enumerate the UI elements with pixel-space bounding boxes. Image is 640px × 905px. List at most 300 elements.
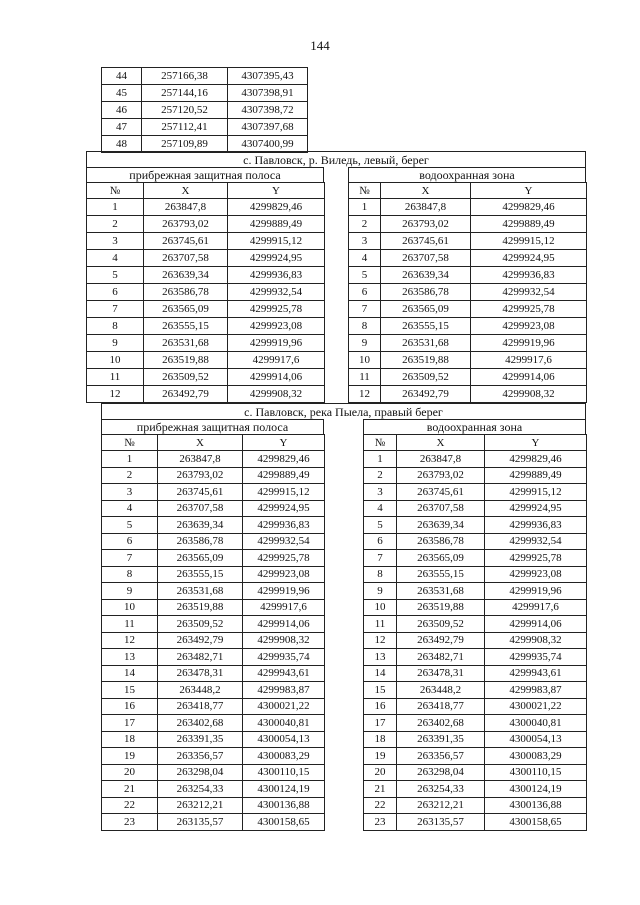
y-cell: 4299936,83	[485, 517, 587, 534]
num-cell: 48	[102, 136, 142, 153]
y-cell: 4299925,78	[485, 550, 587, 567]
y-cell: 4299932,54	[243, 533, 325, 550]
num-cell: 21	[364, 781, 397, 798]
num-cell: 1	[87, 199, 144, 216]
x-cell: 263586,78	[144, 284, 228, 301]
x-cell: 257166,38	[142, 68, 228, 85]
num-cell: 3	[349, 233, 381, 250]
table-row	[102, 599, 325, 616]
column-header: №	[102, 435, 158, 451]
x-cell: 257109,89	[142, 136, 228, 153]
num-cell: 18	[102, 731, 158, 748]
x-cell: 263745,61	[158, 484, 243, 501]
table-row	[349, 369, 587, 386]
num-cell: 6	[102, 533, 158, 550]
table-row	[87, 284, 325, 301]
x-cell: 263531,68	[397, 583, 485, 600]
num-cell: 2	[87, 216, 144, 233]
num-cell: 5	[349, 267, 381, 284]
y-cell: 4299932,54	[228, 284, 325, 301]
x-cell: 263492,79	[158, 632, 243, 649]
num-cell: 9	[364, 583, 397, 600]
y-cell: 4307400,99	[228, 136, 308, 153]
num-cell: 20	[364, 764, 397, 781]
y-cell: 4300136,88	[485, 797, 587, 814]
num-cell: 12	[102, 632, 158, 649]
x-cell: 263555,15	[397, 566, 485, 583]
y-cell: 4299889,49	[243, 467, 325, 484]
x-cell: 263707,58	[381, 250, 471, 267]
x-cell: 263745,61	[397, 484, 485, 501]
coastal-protective-strip	[86, 167, 324, 403]
num-cell: 1	[364, 451, 397, 468]
table-row	[364, 467, 587, 484]
y-cell: 4299829,46	[243, 451, 325, 468]
num-cell: 19	[364, 748, 397, 765]
num-cell: 19	[102, 748, 158, 765]
table-row	[364, 583, 587, 600]
section-pyela-right-bank	[101, 403, 586, 831]
num-cell: 4	[102, 500, 158, 517]
y-cell: 4299919,96	[471, 335, 587, 352]
y-cell: 4299908,32	[243, 632, 325, 649]
table-row	[102, 682, 325, 699]
num-cell: 3	[364, 484, 397, 501]
y-cell: 4299914,06	[471, 369, 587, 386]
table-row	[364, 649, 587, 666]
x-cell: 263492,79	[397, 632, 485, 649]
x-cell: 263555,15	[381, 318, 471, 335]
x-cell: 263745,61	[144, 233, 228, 250]
x-cell: 263519,88	[397, 599, 485, 616]
table-row	[102, 68, 308, 85]
x-cell: 263212,21	[397, 797, 485, 814]
y-cell: 4299924,95	[243, 500, 325, 517]
coordinates-table	[86, 182, 325, 403]
x-cell: 263509,52	[158, 616, 243, 633]
x-cell: 263555,15	[158, 566, 243, 583]
coordinates-table	[363, 434, 587, 831]
x-cell: 263509,52	[144, 369, 228, 386]
x-cell: 263509,52	[381, 369, 471, 386]
table-row	[87, 335, 325, 352]
num-cell: 5	[87, 267, 144, 284]
num-cell: 15	[364, 682, 397, 699]
table-row	[364, 682, 587, 699]
x-cell: 263565,09	[144, 301, 228, 318]
x-cell: 263639,34	[397, 517, 485, 534]
y-cell: 4299915,12	[471, 233, 587, 250]
y-cell: 4300124,19	[243, 781, 325, 798]
table-row	[364, 797, 587, 814]
table-row	[102, 731, 325, 748]
num-cell: 2	[364, 467, 397, 484]
continuation-table	[101, 67, 308, 153]
num-cell: 17	[102, 715, 158, 732]
x-cell: 263531,68	[381, 335, 471, 352]
num-cell: 11	[102, 616, 158, 633]
table-row	[364, 715, 587, 732]
section-title: с. Павловск, р. Виледь, левый, берег	[86, 151, 586, 167]
x-cell: 263418,77	[158, 698, 243, 715]
num-cell: 22	[102, 797, 158, 814]
num-cell: 6	[87, 284, 144, 301]
y-cell: 4300083,29	[243, 748, 325, 765]
section-viled-left-bank	[86, 151, 586, 403]
x-cell: 263298,04	[397, 764, 485, 781]
table-row	[349, 352, 587, 369]
table-row	[349, 386, 587, 403]
table-row	[102, 616, 325, 633]
y-cell: 4299923,08	[485, 566, 587, 583]
num-cell: 11	[87, 369, 144, 386]
x-cell: 263356,57	[158, 748, 243, 765]
num-cell: 4	[349, 250, 381, 267]
table-row	[87, 301, 325, 318]
y-cell: 4299829,46	[485, 451, 587, 468]
num-cell: 15	[102, 682, 158, 699]
table-row	[364, 814, 587, 831]
y-cell: 4299925,78	[471, 301, 587, 318]
table-row	[87, 352, 325, 369]
table-row	[364, 566, 587, 583]
x-cell: 263847,8	[144, 199, 228, 216]
y-cell: 4299829,46	[471, 199, 587, 216]
table-row	[102, 85, 308, 102]
y-cell: 4300124,19	[485, 781, 587, 798]
num-cell: 10	[349, 352, 381, 369]
column-header: Y	[243, 435, 325, 451]
num-cell: 5	[102, 517, 158, 534]
table-row	[87, 233, 325, 250]
x-cell: 263448,2	[158, 682, 243, 699]
y-cell: 4299917,6	[228, 352, 325, 369]
column-header: №	[364, 435, 397, 451]
x-cell: 263482,71	[397, 649, 485, 666]
y-cell: 4299908,32	[471, 386, 587, 403]
table-row	[102, 814, 325, 831]
table-row	[102, 467, 325, 484]
y-cell: 4307398,91	[228, 85, 308, 102]
table-row	[102, 797, 325, 814]
y-cell: 4299908,32	[228, 386, 325, 403]
x-cell: 257144,16	[142, 85, 228, 102]
x-cell: 263565,09	[381, 301, 471, 318]
num-cell: 13	[364, 649, 397, 666]
num-cell: 22	[364, 797, 397, 814]
y-cell: 4299935,74	[485, 649, 587, 666]
y-cell: 4300021,22	[243, 698, 325, 715]
y-cell: 4299917,6	[471, 352, 587, 369]
y-cell: 4299924,95	[485, 500, 587, 517]
table-row	[102, 484, 325, 501]
num-cell: 23	[364, 814, 397, 831]
num-cell: 10	[102, 599, 158, 616]
table-row	[349, 318, 587, 335]
num-cell: 3	[102, 484, 158, 501]
x-cell: 263586,78	[381, 284, 471, 301]
x-cell: 263212,21	[158, 797, 243, 814]
num-cell: 46	[102, 102, 142, 119]
y-cell: 4299932,54	[471, 284, 587, 301]
num-cell: 10	[364, 599, 397, 616]
table-row	[87, 369, 325, 386]
num-cell: 12	[364, 632, 397, 649]
y-cell: 4299932,54	[485, 533, 587, 550]
y-cell: 4299908,32	[485, 632, 587, 649]
num-cell: 17	[364, 715, 397, 732]
x-cell: 263402,68	[158, 715, 243, 732]
y-cell: 4299936,83	[243, 517, 325, 534]
y-cell: 4299917,6	[485, 599, 587, 616]
x-cell: 263847,8	[397, 451, 485, 468]
x-cell: 257120,52	[142, 102, 228, 119]
table-row	[102, 550, 325, 567]
y-cell: 4299935,74	[243, 649, 325, 666]
table-row	[364, 500, 587, 517]
table-row	[349, 335, 587, 352]
water-protection-zone	[363, 419, 586, 831]
table-row	[102, 102, 308, 119]
x-cell: 263298,04	[158, 764, 243, 781]
x-cell: 263565,09	[397, 550, 485, 567]
num-cell: 7	[102, 550, 158, 567]
y-cell: 4299943,61	[485, 665, 587, 682]
x-cell: 263418,77	[397, 698, 485, 715]
x-cell: 263639,34	[381, 267, 471, 284]
num-cell: 2	[102, 467, 158, 484]
num-cell: 2	[349, 216, 381, 233]
table-row	[364, 517, 587, 534]
table-row	[349, 267, 587, 284]
num-cell: 18	[364, 731, 397, 748]
coordinates-table	[101, 434, 325, 831]
table-row	[102, 698, 325, 715]
y-cell: 4299914,06	[228, 369, 325, 386]
table-row	[349, 284, 587, 301]
x-cell: 263586,78	[397, 533, 485, 550]
table-row	[364, 632, 587, 649]
y-cell: 4299936,83	[228, 267, 325, 284]
half-title: водоохранная зона	[363, 419, 586, 434]
table-row	[87, 199, 325, 216]
num-cell: 8	[102, 566, 158, 583]
x-cell: 263254,33	[397, 781, 485, 798]
x-cell: 263565,09	[158, 550, 243, 567]
y-cell: 4300021,22	[485, 698, 587, 715]
y-cell: 4299914,06	[485, 616, 587, 633]
x-cell: 263391,35	[397, 731, 485, 748]
num-cell: 12	[87, 386, 144, 403]
y-cell: 4300110,15	[243, 764, 325, 781]
y-cell: 4299943,61	[243, 665, 325, 682]
header-row	[364, 435, 587, 451]
column-header: X	[144, 183, 228, 199]
y-cell: 4299923,08	[228, 318, 325, 335]
x-cell: 263254,33	[158, 781, 243, 798]
y-cell: 4299923,08	[243, 566, 325, 583]
num-cell: 8	[87, 318, 144, 335]
x-cell: 263707,58	[397, 500, 485, 517]
x-cell: 263531,68	[158, 583, 243, 600]
x-cell: 263509,52	[397, 616, 485, 633]
x-cell: 263402,68	[397, 715, 485, 732]
table-row	[87, 386, 325, 403]
table-row	[102, 500, 325, 517]
x-cell: 263639,34	[158, 517, 243, 534]
column-header: №	[349, 183, 381, 199]
y-cell: 4299925,78	[228, 301, 325, 318]
num-cell: 14	[102, 665, 158, 682]
y-cell: 4299889,49	[228, 216, 325, 233]
num-cell: 10	[87, 352, 144, 369]
num-cell: 9	[87, 335, 144, 352]
y-cell: 4300158,65	[243, 814, 325, 831]
column-header: Y	[471, 183, 587, 199]
x-cell: 263492,79	[144, 386, 228, 403]
y-cell: 4299925,78	[243, 550, 325, 567]
num-cell: 8	[349, 318, 381, 335]
x-cell: 263531,68	[144, 335, 228, 352]
num-cell: 6	[364, 533, 397, 550]
x-cell: 263707,58	[144, 250, 228, 267]
y-cell: 4299914,06	[243, 616, 325, 633]
table-row	[364, 484, 587, 501]
num-cell: 9	[102, 583, 158, 600]
x-cell: 263639,34	[144, 267, 228, 284]
table-row	[364, 599, 587, 616]
y-cell: 4299915,12	[243, 484, 325, 501]
y-cell: 4299919,96	[228, 335, 325, 352]
y-cell: 4299919,96	[485, 583, 587, 600]
table-row	[364, 748, 587, 765]
x-cell: 263478,31	[397, 665, 485, 682]
x-cell: 257112,41	[142, 119, 228, 136]
table-row	[364, 533, 587, 550]
x-cell: 263478,31	[158, 665, 243, 682]
table-row	[364, 764, 587, 781]
table-row	[102, 748, 325, 765]
table-row	[364, 616, 587, 633]
table-row	[102, 649, 325, 666]
table-row	[102, 136, 308, 153]
x-cell: 263847,8	[381, 199, 471, 216]
y-cell: 4300040,81	[243, 715, 325, 732]
num-cell: 13	[102, 649, 158, 666]
y-cell: 4299923,08	[471, 318, 587, 335]
section-title: с. Павловск, река Пыела, правый берег	[101, 403, 586, 419]
num-cell: 47	[102, 119, 142, 136]
y-cell: 4307398,72	[228, 102, 308, 119]
num-cell: 1	[102, 451, 158, 468]
x-cell: 263793,02	[381, 216, 471, 233]
table-row	[87, 216, 325, 233]
table-row	[364, 731, 587, 748]
y-cell: 4300040,81	[485, 715, 587, 732]
half-title: водоохранная зона	[348, 167, 586, 182]
num-cell: 7	[87, 301, 144, 318]
num-cell: 11	[349, 369, 381, 386]
column-header: Y	[228, 183, 325, 199]
x-cell: 263519,88	[381, 352, 471, 369]
x-cell: 263519,88	[144, 352, 228, 369]
num-cell: 45	[102, 85, 142, 102]
num-cell: 9	[349, 335, 381, 352]
table-row	[102, 583, 325, 600]
table-row	[349, 301, 587, 318]
header-row	[102, 435, 325, 451]
column-header: X	[381, 183, 471, 199]
half-title: прибрежная защитная полоса	[86, 167, 324, 182]
page-number: 144	[310, 38, 330, 53]
x-cell: 263555,15	[144, 318, 228, 335]
table-row	[364, 550, 587, 567]
y-cell: 4300110,15	[485, 764, 587, 781]
table-row	[87, 267, 325, 284]
y-cell: 4300158,65	[485, 814, 587, 831]
y-cell: 4299983,87	[243, 682, 325, 699]
y-cell: 4300054,13	[243, 731, 325, 748]
num-cell: 16	[102, 698, 158, 715]
num-cell: 8	[364, 566, 397, 583]
x-cell: 263793,02	[158, 467, 243, 484]
x-cell: 263519,88	[158, 599, 243, 616]
table-row	[87, 250, 325, 267]
column-header: №	[87, 183, 144, 199]
num-cell: 44	[102, 68, 142, 85]
num-cell: 21	[102, 781, 158, 798]
y-cell: 4307395,43	[228, 68, 308, 85]
half-title: прибрежная защитная полоса	[101, 419, 324, 434]
y-cell: 4299829,46	[228, 199, 325, 216]
num-cell: 12	[349, 386, 381, 403]
y-cell: 4299915,12	[485, 484, 587, 501]
header-row	[349, 183, 587, 199]
num-cell: 20	[102, 764, 158, 781]
y-cell: 4300136,88	[243, 797, 325, 814]
x-cell: 263492,79	[381, 386, 471, 403]
header-row	[87, 183, 325, 199]
x-cell: 263745,61	[381, 233, 471, 250]
table-row	[102, 451, 325, 468]
num-cell: 11	[364, 616, 397, 633]
table-row	[102, 517, 325, 534]
table-row	[349, 233, 587, 250]
y-cell: 4300083,29	[485, 748, 587, 765]
x-cell: 263135,57	[158, 814, 243, 831]
num-cell: 14	[364, 665, 397, 682]
y-cell: 4299924,95	[471, 250, 587, 267]
table-row	[102, 632, 325, 649]
y-cell: 4299915,12	[228, 233, 325, 250]
table-row	[364, 698, 587, 715]
table-row	[102, 119, 308, 136]
num-cell: 3	[87, 233, 144, 250]
num-cell: 1	[349, 199, 381, 216]
table-row	[364, 781, 587, 798]
x-cell: 263391,35	[158, 731, 243, 748]
table-row	[364, 451, 587, 468]
x-cell: 263448,2	[397, 682, 485, 699]
x-cell: 263793,02	[144, 216, 228, 233]
y-cell: 4299924,95	[228, 250, 325, 267]
column-header: Y	[485, 435, 587, 451]
x-cell: 263793,02	[397, 467, 485, 484]
y-cell: 4307397,68	[228, 119, 308, 136]
y-cell: 4299936,83	[471, 267, 587, 284]
coastal-protective-strip	[101, 419, 324, 831]
num-cell: 23	[102, 814, 158, 831]
